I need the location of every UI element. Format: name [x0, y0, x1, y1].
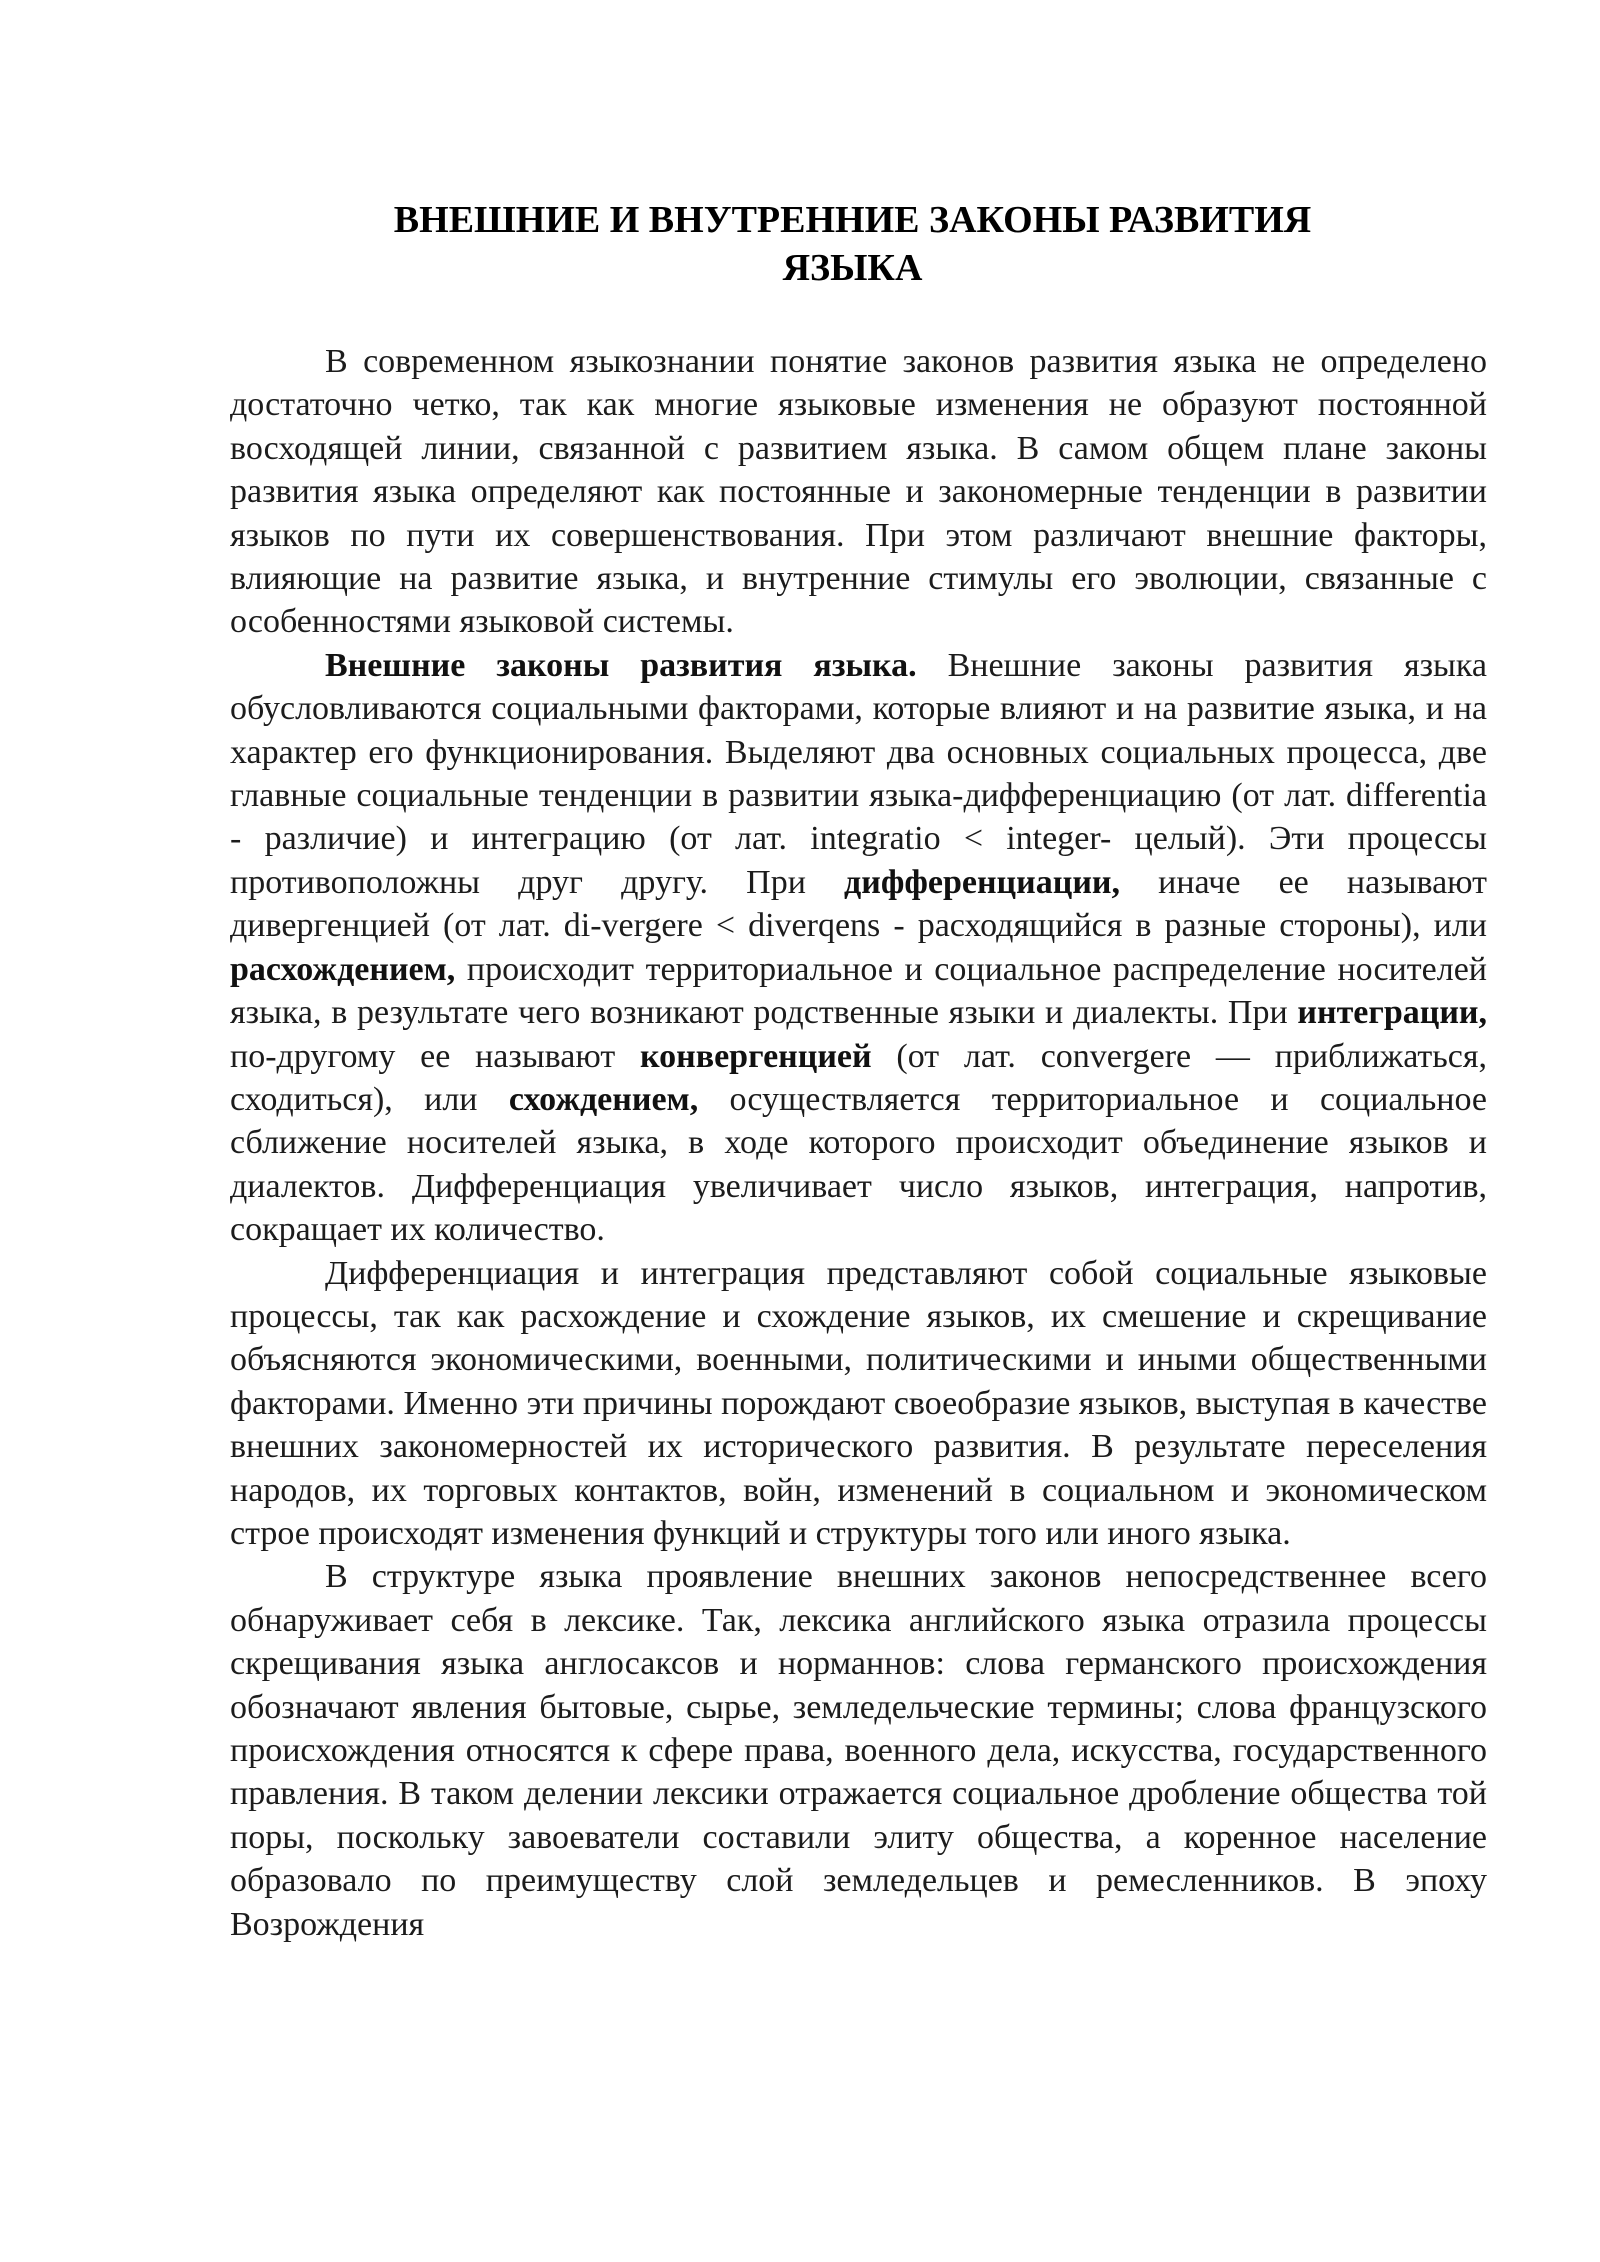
paragraph-intro [230, 340, 1487, 644]
document-body [230, 340, 1487, 1946]
paragraph-lexicon [230, 1555, 1487, 1946]
document-title [230, 196, 1475, 292]
bold-term: расхождением, [230, 950, 456, 988]
title-line-2: ЯЗЫКА [782, 247, 923, 289]
text-run: В современном языкознании понятие законов развития языка не определено достаточно четко, так как многие языковые изменения не образуют постоянной восходящей линии, связанной с развитием языка. В самом общем плане законы развития языка определяют как постоянные и закономерные тенденции в развитии языков по пути их совершенствования. При этом различают внешние факторы, влияющие на развитие языка, и внутренние стимулы его эволюции, связанные с особенностями языковой системы. [230, 343, 1487, 641]
text-run: происходит территориальное и социальное распределение носителей языка, в результате чего возникают родственные языки и диалекты. При [230, 950, 1487, 1032]
text-run: осуществляется территориальное и социальное сближение носителей языка, в ходе которого происходит объединение языков и диалектов. Дифференциация увеличивает число языков, интеграция, напротив, сокращает их количество. [230, 1080, 1487, 1249]
bold-term: Внешние законы развития языка. [325, 646, 917, 684]
text-run: иначе ее называют дивергенцией (от лат. di-vergere < diverqens - расходящийся в разные стороны), или [230, 863, 1487, 945]
bold-term: схождением, [508, 1080, 699, 1118]
text-run: по-другому ее называют [230, 1037, 640, 1075]
bold-term: конвергенцией [639, 1037, 872, 1075]
bold-term: дифференциации, [844, 863, 1120, 901]
paragraph-external-laws [230, 644, 1487, 1252]
text-run: Внешние законы развития языка обусловливаются социальными факторами, которые влияют и на развитие языка, и на характер его функционирования. Выделяют два основных социальных процесса, две главные социальные тенденции в развитии языка-дифференциацию (от лат. differentia - различие) и интеграцию (от лат. integratio < integer- целый). Эти процессы противоположны друг другу. При [230, 646, 1487, 901]
title-line-1: ВНЕШНИЕ И ВНУТРЕННИЕ ЗАКОНЫ РАЗВИТИЯ [393, 199, 1312, 241]
text-run: В структуре языка проявление внешних законов непосредственнее всего обнаруживает себя в лексике. Так, лексика английского языка отразила процессы скрещивания языка англосаксов и норманнов: слова германского происхождения обозначают явления бытовые, сырье, земледельческие термины; слова французского происхождения относятся к сфере права, военного дела, искусства, государственного правления. В таком делении лексики отражается социальное дробление общества той поры, поскольку завоеватели составили элиту общества, а коренное население образовало по преимуществу слой земледельцев и ремесленников. В эпоху Возрождения [230, 1558, 1487, 1943]
paragraph-differentiation-integration [230, 1252, 1487, 1556]
bold-term: интеграции, [1297, 994, 1487, 1032]
text-run: (от лат. convergere — приближаться, сходиться), или [230, 1037, 1487, 1118]
text-run: Дифференциация и интеграция представляют собой социальные языковые процессы, так как расхождение и схождение языков, их смешение и скрещивание объясняются экономическими, военными, политическими и иными общественными факторами. Именно эти причины порождают своеобразие языков, выступая в качестве внешних закономерностей их исторического развития. В результате переселения народов, их торговых контактов, войн, изменений в социальном и экономическом строе происходят изменения функций и структуры того или иного языка. [230, 1254, 1487, 1552]
